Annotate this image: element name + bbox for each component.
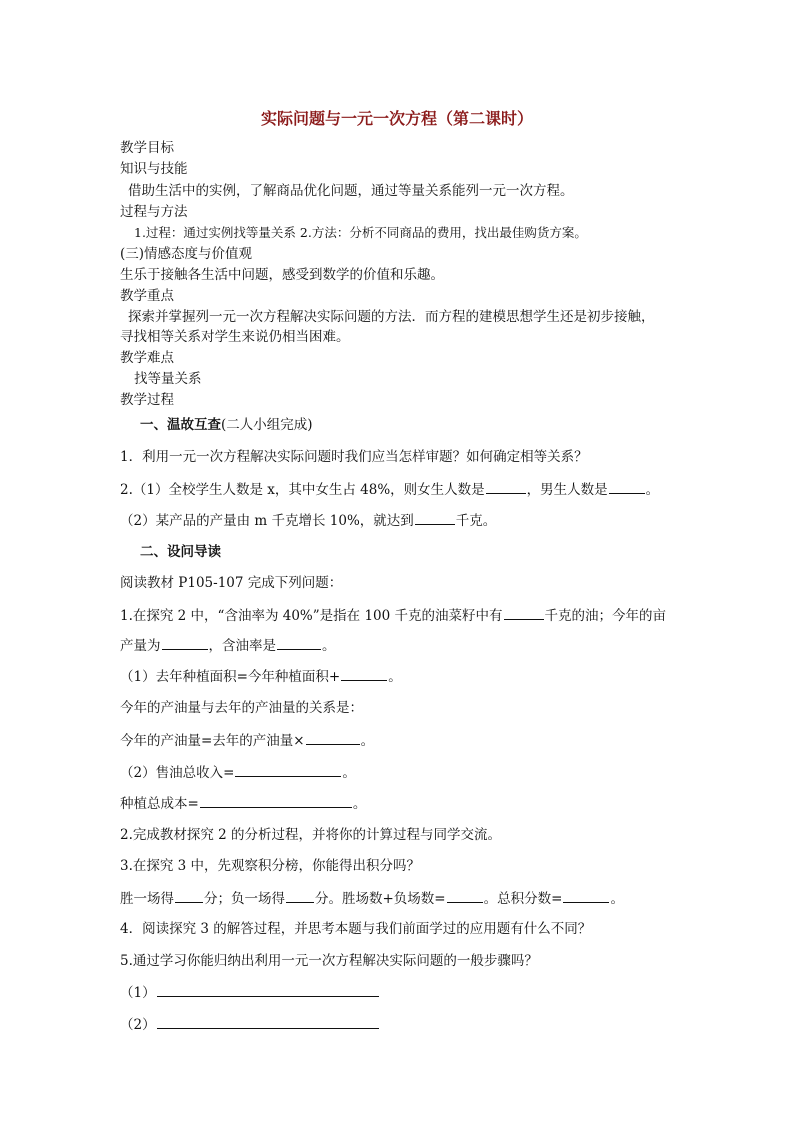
key-points-heading: 教学重点 xyxy=(120,288,174,304)
process-method-text: 1.过程：通过实例找等量关系 2.方法：分析不同商品的费用，找出最佳购货方案。 xyxy=(134,225,587,240)
reading-instruction: 阅读教材 P105-107 完成下列问题： xyxy=(120,575,343,591)
blank-step-1[interactable] xyxy=(157,983,379,997)
blank-product-output[interactable] xyxy=(415,511,455,525)
item-1: 1.在探究 2 中，“含油率为 40%”是指在 100 千克的油菜籽中有 千克的油；今年的亩 xyxy=(120,608,667,624)
blank-total-points[interactable] xyxy=(563,889,609,903)
item-1c: （1）去年种植面积=今年种植面积+ 。 xyxy=(120,669,402,685)
blank-oil-rate[interactable] xyxy=(277,636,321,650)
question-1: 1．利用一元一次方程解决实际问题时我们应当怎样审题？如何确定相等关系？ xyxy=(120,449,588,465)
blank-win-points[interactable] xyxy=(175,889,203,903)
blank-multiplier[interactable] xyxy=(306,731,360,745)
item-3b: 胜一场得 分；负一场得 分。胜场数+负场数= 。总积分数= 。 xyxy=(120,891,624,907)
section-1-title xyxy=(140,416,313,434)
difficulty-heading: 教学难点 xyxy=(120,350,174,366)
key-points-line-2: 寻找相等关系对学生来说仍相当困难。 xyxy=(120,329,350,345)
emotion-text: 生乐于接触各生活中问题，感受到数学的价值和乐趣。 xyxy=(120,267,444,283)
blank-total-cost[interactable] xyxy=(200,794,352,808)
item-4: 4．阅读探究 3 的解答过程，并思考本题与我们前面学过的应用题有什么不同？ xyxy=(120,921,592,937)
blank-oil-income[interactable] xyxy=(235,763,341,777)
blank-oil-kg[interactable] xyxy=(504,606,544,620)
page-title: 实际问题与一元一次方程（第二课时） xyxy=(260,109,533,128)
step-2: （2） xyxy=(120,1015,380,1034)
knowledge-text: 借助生活中的实例，了解商品优化问题，通过等量关系能列一元一次方程。 xyxy=(128,183,574,199)
item-5: 5.通过学习你能归纳出利用一元一次方程解决实际问题的一般步骤吗？ xyxy=(120,953,538,969)
blank-male-count[interactable] xyxy=(609,480,645,494)
blank-female-count[interactable] xyxy=(486,480,526,494)
objectives-heading: 教学目标 xyxy=(120,140,174,156)
item-1g: 种植总成本= 。 xyxy=(120,796,367,812)
item-1f: （2）售油总收入= 。 xyxy=(120,765,356,781)
key-points-line-1: 探索并掌握列一元一次方程解决实际问题的方法．而方程的建模思想学生还是初步接触， xyxy=(128,309,655,325)
blank-loss-points[interactable] xyxy=(286,889,314,903)
knowledge-heading: 知识与技能 xyxy=(120,161,188,177)
process-heading: 教学过程 xyxy=(120,392,174,408)
section-1-title-text: 一、温故互查 xyxy=(140,417,221,433)
item-1e: 今年的产油量=去年的产油量× 。 xyxy=(120,733,375,749)
blank-step-2[interactable] xyxy=(157,1015,379,1029)
section-1-note: (二人小组完成) xyxy=(221,417,313,433)
blank-area-diff[interactable] xyxy=(341,667,387,681)
emotion-heading: (三)情感态度与价值观 xyxy=(120,246,253,262)
section-2-title: 二、设问导读 xyxy=(140,544,221,560)
blank-yield[interactable] xyxy=(162,636,208,650)
item-3: 3.在探究 3 中，先观察积分榜，你能得出积分吗？ xyxy=(120,858,421,874)
process-method-heading: 过程与方法 xyxy=(120,204,188,220)
item-1b: 产量为 ，含油率是 。 xyxy=(120,638,336,654)
step-1: （1） xyxy=(120,983,380,1002)
question-2a: 2.（1）全校学生人数是 x，其中女生占 48%，则女生人数是 ，男生人数是 。 xyxy=(120,482,660,498)
difficulty-text: 找等量关系 xyxy=(134,371,202,387)
item-1d: 今年的产油量与去年的产油量的关系是： xyxy=(120,700,363,716)
blank-total-games[interactable] xyxy=(447,889,483,903)
question-2b: （2）某产品的产量由 m 千克增长 10%，就达到 千克。 xyxy=(120,513,497,529)
item-2: 2.完成教材探究 2 的分析过程，并将你的计算过程与同学交流。 xyxy=(120,827,502,843)
